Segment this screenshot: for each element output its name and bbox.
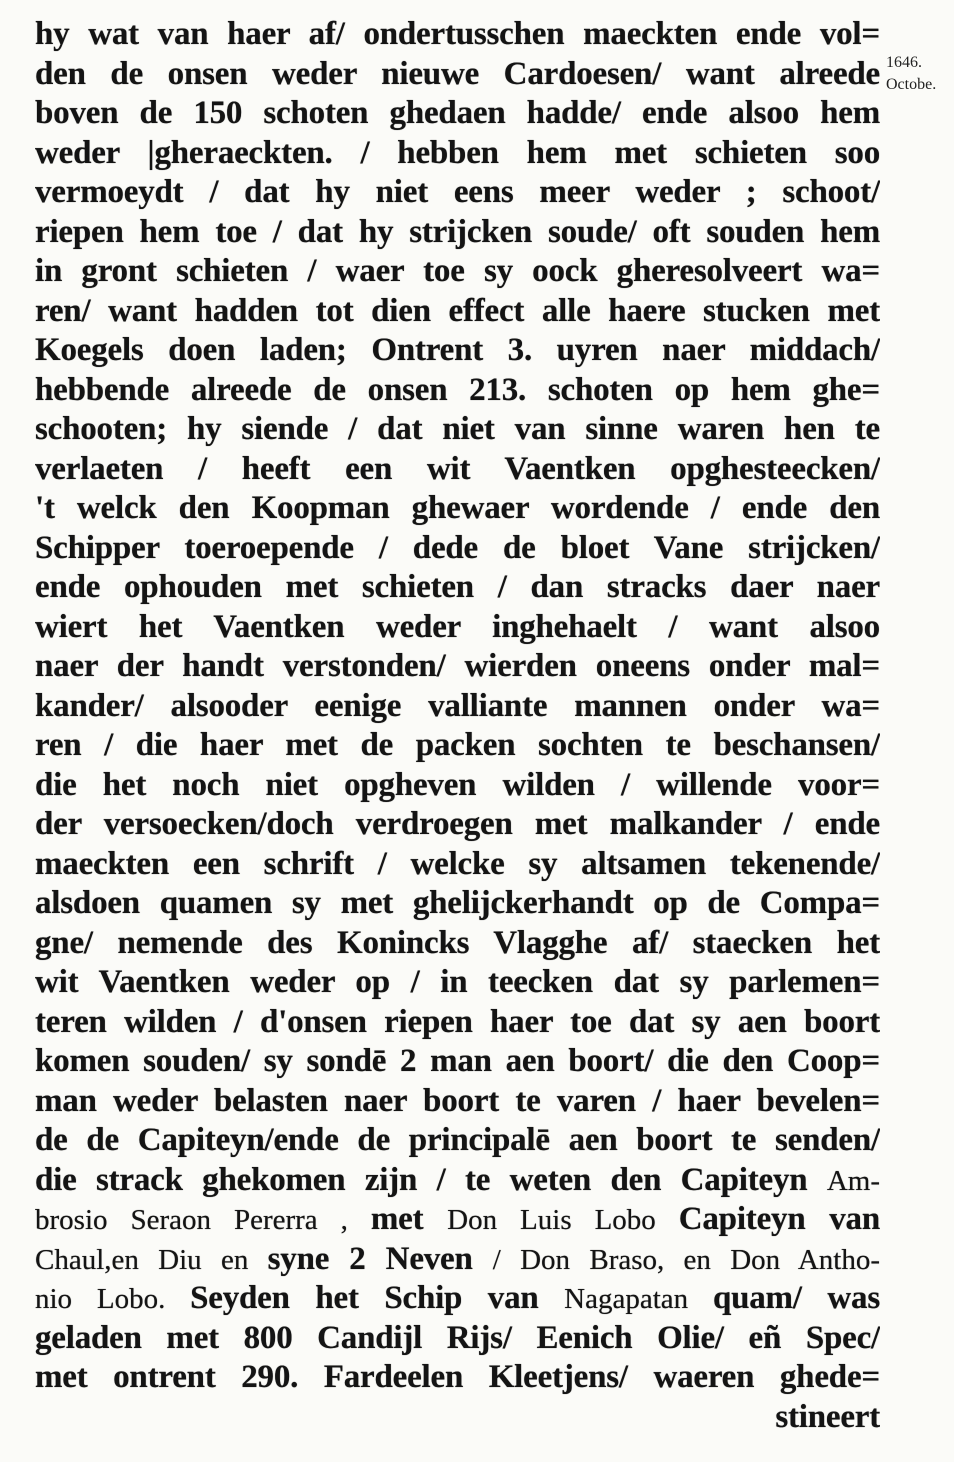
- text-line-6: riepen hem toe / dat hy strijcken soude/ oft souden hem: [35, 213, 880, 250]
- text-line-11: schooten; hy siende / dat niet van sinne waren hen te: [35, 411, 880, 447]
- text-segment-blackletter: die strack ghekomen zijn / te weten den Capiteyn: [35, 1161, 827, 1198]
- text-line-25: wit Vaentken weder op / in teecken dat sy parlemen=: [35, 964, 880, 1000]
- text-segment-roman: Chaul,en Diu en: [35, 1243, 268, 1276]
- text-line-10: hebbende alreede de onsen 213. schoten op hem ghe=: [35, 371, 880, 408]
- text-line-23: alsdoen quamen sy met ghelijckerhandt op de Compa=: [35, 885, 880, 921]
- text-segment-roman: Nagapatan: [564, 1283, 713, 1315]
- margin-note: [886, 52, 952, 96]
- text-line-3: boven de 150 schoten ghedaen hadde/ ende alsoo hem: [35, 95, 880, 131]
- catchword: stineert: [775, 1398, 880, 1435]
- text-segment-roman: Am-: [826, 1164, 880, 1197]
- text-segment-roman: Don Luis Lobo: [447, 1204, 679, 1236]
- text-line-27: komen souden/ sy sondē 2 man aen boort/ die den Coop=: [35, 1043, 880, 1079]
- text-line-16: wiert het Vaentken weder inghehaelt / want alsoo: [35, 608, 880, 645]
- text-line-7: in gront schieten / waer toe sy oock gheresolveert wa=: [35, 253, 880, 289]
- text-line-28: man weder belasten naer boort te varen / haer bevelen=: [35, 1082, 880, 1119]
- page-text-block: [35, 15, 880, 1437]
- text-line-20: die het noch niet opgheven wilden / willende voor=: [35, 766, 880, 803]
- text-line-8: ren/ want hadden tot dien effect alle haere stucken met: [35, 292, 880, 329]
- text-segment-roman: / Don Braso, en Don Antho-: [492, 1243, 880, 1276]
- text-line-4: weder |gheraeckten. / hebben hem met schieten soo: [35, 134, 880, 171]
- text-segment-blackletter: quam/ was: [712, 1280, 880, 1316]
- margin-note-year: 1646.: [886, 54, 922, 71]
- text-segment-blackletter: Capiteyn van: [678, 1201, 880, 1237]
- text-line-22: maeckten een schrift / welcke sy altsamen tekenende/: [35, 845, 880, 882]
- text-segment-blackletter: met: [370, 1201, 448, 1237]
- text-line-34: geladen met 800 Candijl Rijs/ Eenich Olie/ eñ Spec/: [35, 1319, 880, 1356]
- text-line-31: [35, 1200, 880, 1240]
- text-line-9: Koegels doen laden; Ontrent 3. uyren naer middach/: [35, 332, 880, 368]
- text-line-19: ren / die haer met de packen sochten te beschansen/: [35, 727, 880, 763]
- text-line-30: [35, 1161, 880, 1201]
- text-line-32: [35, 1240, 880, 1280]
- text-line-5: vermoeydt / dat hy niet eens meer weder ; schoot/: [35, 174, 880, 210]
- text-line-24: gne/ nemende des Konincks Vlagghe af/ staecken het: [35, 924, 880, 961]
- text-line-17: naer der handt verstonden/ wierden oneens onder mal=: [35, 648, 880, 684]
- text-line-1: hy wat van haer af/ ondertusschen maeckten ende vol=: [35, 16, 880, 52]
- text-line-21: der versoecken/doch verdroegen met malkander / ende: [35, 806, 880, 842]
- text-line-35: met ontrent 290. Fardeelen Kleetjens/ waeren ghede=: [35, 1359, 880, 1395]
- text-line-15: ende ophouden met schieten / dan stracks daer naer: [35, 569, 880, 605]
- text-line-2: den de onsen weder nieuwe Cardoesen/ want alreede: [35, 55, 880, 92]
- text-segment-blackletter: syne 2 Neven: [267, 1240, 493, 1277]
- text-segment-roman: nio Lobo.: [35, 1283, 191, 1315]
- text-line-33: [35, 1279, 880, 1319]
- text-line-13: 't welck den Koopman ghewaer wordende / ende den: [35, 490, 880, 526]
- text-line-12: verlaeten / heeft een wit Vaentken opghesteecken/: [35, 450, 880, 487]
- text-line-18: kander/ alsooder eenige valliante mannen onder wa=: [35, 687, 880, 724]
- text-segment-roman: brosio Seraon Pererra ,: [35, 1204, 371, 1236]
- margin-note-month: Octobe.: [886, 76, 937, 93]
- text-line-29: de de Capiteyn/ende de principalē aen boort te senden/: [35, 1122, 880, 1158]
- text-line-26: teren wilden / d'onsen riepen haer toe dat sy aen boort: [35, 1003, 880, 1040]
- text-segment-blackletter: Seyden het Schip van: [190, 1280, 565, 1316]
- text-line-14: Schipper toeroepende / dede de bloet Vane strijcken/: [35, 529, 880, 566]
